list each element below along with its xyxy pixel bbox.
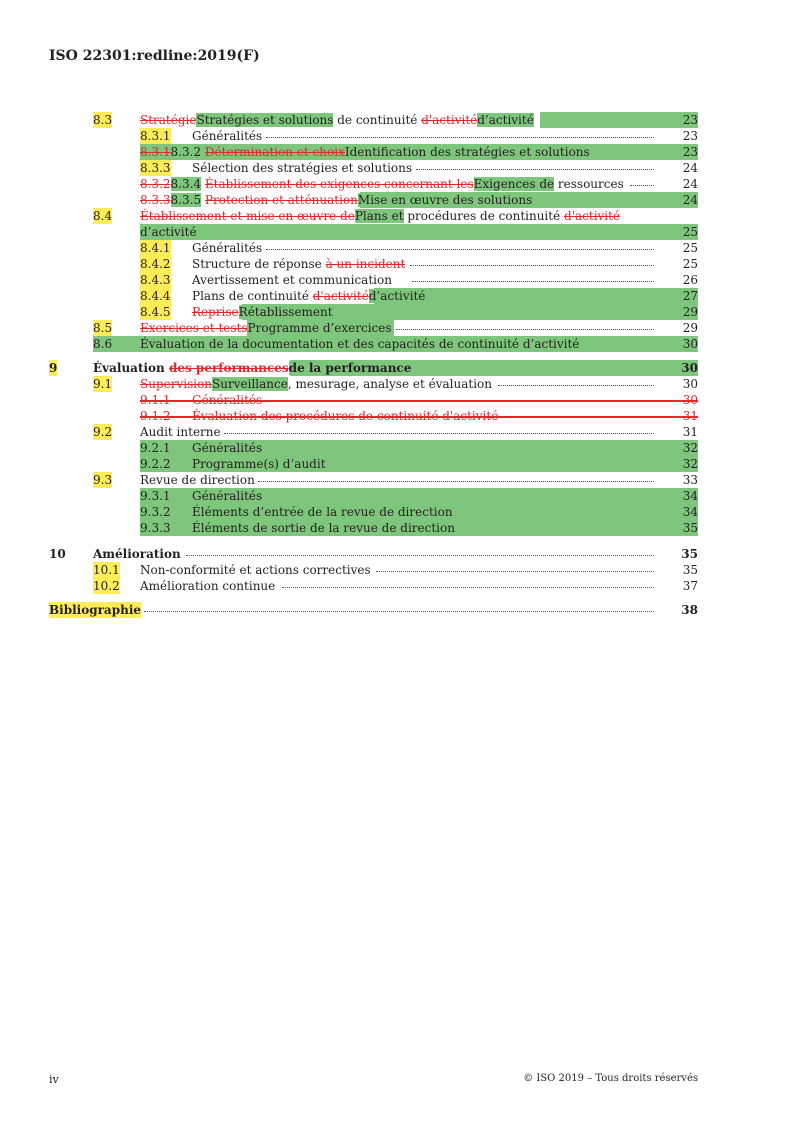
- toc-entry-9-2-2[interactable]: [0, 456, 793, 472]
- toc-entry-8-3[interactable]: [0, 112, 793, 128]
- copyright-notice: © ISO 2019 – Tous droits réservés: [523, 1073, 698, 1084]
- leader-dots: [258, 481, 654, 482]
- toc-title: Évaluation de la documentation et des capacités de continuité d’activité: [140, 337, 580, 351]
- toc-number: 9.2.1: [140, 441, 171, 455]
- toc-number: 9: [49, 361, 58, 375]
- toc-title: Généralités: [192, 241, 263, 255]
- toc-title: RepriseRétablissement: [192, 305, 333, 319]
- strikethrough-line: [140, 416, 698, 418]
- toc-number: 9.2: [93, 425, 113, 439]
- toc-number: 8.3.1: [140, 129, 171, 143]
- toc-page: 37: [682, 579, 698, 593]
- toc-number: 8.3: [93, 113, 113, 127]
- toc-number: 10.1: [93, 563, 120, 577]
- toc-page: 33: [682, 473, 698, 487]
- leader-dots: [186, 555, 654, 556]
- toc-page: 25: [682, 257, 698, 271]
- toc-number: 8.4: [93, 209, 113, 223]
- toc-entry-9[interactable]: [0, 360, 793, 376]
- toc-entry-10[interactable]: [0, 546, 793, 562]
- toc-entry-9-2[interactable]: [0, 424, 793, 440]
- toc-entry-9-2-1[interactable]: [0, 440, 793, 456]
- toc-number: 10: [49, 547, 66, 561]
- toc-number: 9.3.1: [140, 489, 171, 503]
- toc-title: Éléments d’entrée de la revue de direction: [192, 505, 453, 519]
- toc-page: 30: [682, 337, 698, 351]
- toc-page: 31: [682, 409, 698, 423]
- leader-dots: [266, 137, 654, 138]
- toc-title: 8.3.18.3.2 Détermination et choixIdentification des stratégies et solutions: [140, 145, 590, 159]
- insert-highlight: [140, 224, 698, 240]
- leader-dots: [498, 385, 654, 386]
- toc-entry-8-3-3[interactable]: [0, 160, 793, 176]
- toc-number: 9.3.2: [140, 505, 171, 519]
- toc-page: 29: [682, 321, 698, 335]
- toc-title: Généralités: [192, 129, 263, 143]
- page-number: iv: [49, 1073, 59, 1086]
- toc-number: 8.3.3: [140, 161, 171, 175]
- toc-entry-8-3-1[interactable]: [0, 128, 793, 144]
- toc-entry-8-3-2[interactable]: [0, 144, 793, 160]
- toc-entry-10-1[interactable]: [0, 562, 793, 578]
- toc-title: 8.3.38.3.5 Protection et atténuationMise en œuvre des solutions: [140, 193, 533, 207]
- toc-title: Audit interne: [140, 425, 221, 439]
- toc-page: 27: [682, 289, 698, 303]
- toc-number: 8.4.4: [140, 289, 171, 303]
- toc-number: 9.3: [93, 473, 113, 487]
- toc-title: Plans de continuité d'activitéd’activité: [192, 289, 426, 303]
- leader-dots: [224, 433, 654, 434]
- toc-page: 32: [682, 441, 698, 455]
- toc-title: Non-conformité et actions correctives: [140, 563, 371, 577]
- toc-page: 34: [682, 489, 698, 503]
- toc-entry-8-4-3[interactable]: [0, 272, 793, 288]
- leader-dots: [410, 265, 654, 266]
- toc-number: 9.3.3: [140, 521, 171, 535]
- toc-page: 38: [681, 603, 698, 617]
- document-header: ISO 22301:redline:2019(F): [49, 48, 260, 64]
- strikethrough-line: [140, 400, 698, 402]
- leader-dots: [266, 249, 654, 250]
- toc-entry-8-3-4[interactable]: [0, 176, 793, 192]
- toc-title: Évaluation des performancesde la performance: [93, 361, 412, 375]
- toc-page: 23: [682, 129, 698, 143]
- toc-number: 9.2.2: [140, 457, 171, 471]
- toc-number: 9.1: [93, 377, 113, 391]
- leader-dots: [144, 611, 654, 612]
- toc-title: Structure de réponse à un incident: [192, 257, 406, 271]
- toc-entry-8-4-1[interactable]: [0, 240, 793, 256]
- toc-title: 8.3.28.3.4 Établissement des exigences concernant lesExigences de ressources: [140, 177, 624, 191]
- toc-title: Amélioration: [93, 547, 181, 561]
- leader-dots: [282, 587, 654, 588]
- toc-entry-8-4[interactable]: [0, 208, 793, 240]
- toc-title: StratégieStratégies et solutions de continuité d'activitéd’activité: [140, 113, 534, 127]
- toc-title: Exercices et testsProgramme d’exercices: [140, 321, 392, 335]
- toc-page: 32: [682, 457, 698, 471]
- toc-entry-bibliography[interactable]: [0, 602, 793, 618]
- toc-page: 35: [682, 563, 698, 577]
- toc-title: Éléments de sortie de la revue de direction: [192, 521, 455, 535]
- toc-title: Amélioration continue: [140, 579, 276, 593]
- leader-dots: [412, 281, 654, 282]
- toc-entry-9-1-1-deleted[interactable]: [0, 392, 793, 408]
- toc-title: Généralités: [192, 489, 263, 503]
- toc-entry-9-3[interactable]: [0, 472, 793, 488]
- toc-page: 23: [682, 145, 698, 159]
- toc-page: 24: [682, 193, 698, 207]
- toc-entry-9-3-2[interactable]: [0, 504, 793, 520]
- toc-number: 8.4.1: [140, 241, 171, 255]
- toc-entry-9-3-3[interactable]: [0, 520, 793, 536]
- toc-entry-10-2[interactable]: [0, 578, 793, 594]
- toc-entry-9-1[interactable]: [0, 376, 793, 392]
- toc-entry-8-4-2[interactable]: [0, 256, 793, 272]
- toc-page: 24: [682, 161, 698, 175]
- toc-page: 34: [682, 505, 698, 519]
- toc-number: 8.6: [93, 337, 113, 351]
- toc-entry-9-3-1[interactable]: [0, 488, 793, 504]
- toc-page: 29: [682, 305, 698, 319]
- toc-number: 8.4.3: [140, 273, 171, 287]
- toc-page: 35: [682, 521, 698, 535]
- leader-dots: [630, 185, 654, 186]
- leader-dots: [416, 169, 654, 170]
- toc-page: 35: [681, 547, 698, 561]
- toc-page: 25: [682, 225, 698, 239]
- toc-title: Programme(s) d’audit: [192, 457, 326, 471]
- toc-page: 30: [682, 393, 698, 407]
- leader-dots: [396, 329, 654, 330]
- toc-title: Avertissement et communication: [192, 273, 392, 287]
- toc-entry-8-3-5[interactable]: [0, 192, 793, 208]
- toc-entry-8-5[interactable]: [0, 320, 793, 336]
- toc-entry-8-4-5[interactable]: [0, 304, 793, 320]
- toc-page: 23: [682, 113, 698, 127]
- toc-page: 30: [682, 377, 698, 391]
- toc-number: 8.5: [93, 321, 113, 335]
- toc-page: 26: [682, 273, 698, 287]
- toc-page: 25: [682, 241, 698, 255]
- toc-title: Bibliographie: [49, 603, 142, 617]
- toc-entry-8-6[interactable]: [0, 336, 793, 352]
- toc-title: Revue de direction: [140, 473, 255, 487]
- toc-title-continued: d’activité: [140, 225, 197, 239]
- toc-title: Sélection des stratégies et solutions: [192, 161, 413, 175]
- toc-page: 30: [681, 361, 698, 375]
- leader-dots: [376, 571, 654, 572]
- toc-title: SupervisionSurveillance, mesurage, analyse et évaluation: [140, 377, 492, 391]
- toc-number: 8.4.2: [140, 257, 171, 271]
- toc-entry-9-1-2-deleted[interactable]: [0, 408, 793, 424]
- toc-page: 31: [682, 425, 698, 439]
- toc-number: 10.2: [93, 579, 120, 593]
- toc-entry-8-4-4[interactable]: [0, 288, 793, 304]
- toc-title: Établissement et mise en œuvre dePlans et procédures de continuité d'activité: [140, 209, 621, 223]
- toc-number: 8.4.5: [140, 305, 171, 319]
- toc-page: 24: [682, 177, 698, 191]
- toc-title: Généralités: [192, 441, 263, 455]
